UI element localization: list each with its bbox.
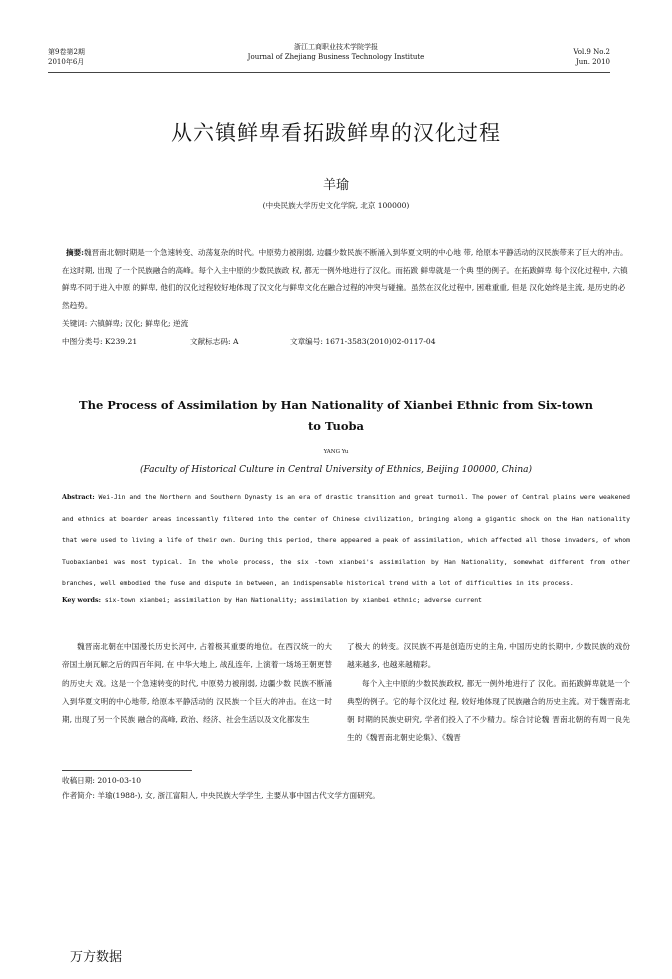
affiliation-cn: (中央民族大学历史文化学院, 北京 100000) xyxy=(262,201,410,210)
header-date: 2010年6月 xyxy=(48,58,85,66)
author-bio: 作者简介: 羊瑜(1988-), 女, 浙江富阳人, 中央民族大学学生, 主要从事中国古代文学方面研究。 xyxy=(62,791,380,800)
body-paragraph-1: 了极大 的转变。汉民族不再是创造历史的主角, 中国历史的长期中, 少数民族的戏份越来越多, 也越来越精彩。 xyxy=(347,642,630,670)
body-column-right xyxy=(347,638,630,748)
header-journal-cn: 浙江工商职业技术学院学报 xyxy=(294,43,378,51)
header-date-en: Jun. 2010 xyxy=(575,58,610,66)
abstract-label-cn: 摘要: xyxy=(66,248,84,257)
header-journal xyxy=(200,42,472,62)
body-column-left: 魏晋南北朝在中国漫长历史长河中, 占着极其重要的地位。在西汉统一的大帝国土崩瓦解之后的四百年间, 在 中华大地上, 战乱连年, 上演着一场场王朝更替的历史大 戏。这是一个急速转变的时代, 中原势力被削弱, 边疆少数 民族不断涌入到华夏文明的中心地带, 给原本平静活动的 汉民族一个巨大的冲击。在这一时期, 出现了另一个民族 融合的高峰, 政治、经济、社会生活以及文化都发生 xyxy=(62,642,332,725)
header-rule xyxy=(48,72,610,73)
document-code: 文献标志码: A xyxy=(190,337,239,346)
keywords-cn: 关键词: 六镇鲜卑; 汉化; 鲜卑化; 逆流 xyxy=(62,319,189,328)
abstract-cn xyxy=(62,244,630,314)
header-issue xyxy=(48,47,85,67)
abstract-text-cn: 魏晋南北朝时期是一个急速转变、动荡复杂的时代。中原势力被削弱, 边疆少数民族不断涌入到华夏文明的中心地 带, 给原本平静活动的汉民族带来了巨大的冲击。在这时期, 出现 了一个民族融合的高峰。每个入主中原的少数民族政 权, 都无一例外地进行了汉化。而拓跋 鲜卑就是一个典 型的例子。在拓跋鲜卑 每个汉化过程中, 六镇鲜卑不同于进入中原 的鲜卑, 他们的汉化过程较好地体现了汉文化与鲜卑文化在融合过程的冲突与碰撞。虽然在汉化过程中, 困难重重, 但是 汉化始终是主流, 是历史的必然趋势。 xyxy=(62,248,628,310)
clc-number: 中图分类号: K239.21 xyxy=(62,337,138,346)
keywords-text-en: six-town xianbei; assimilation by Han Nationality; assimilation by xianbei ethnic; adverse current xyxy=(100,596,482,604)
header-volume-en: Vol.9 No.2 xyxy=(573,48,610,56)
body-paragraph-2: 每个入主中原的少数民族政权, 都无一例外地进行了 汉化。而拓跋鲜卑就是一个典型的例子。它的每个汉化过 程, 较好地体现了民族融合的历史主流。对于魏晋南北朝 时期的民族史研究, 学者们投入了不少精力。综合讨论魏 晋南北朝的有周一良先生的《魏晋南北朝史论集》、《魏晋 xyxy=(347,678,630,743)
keywords-en xyxy=(62,596,482,604)
received-date: 收稿日期: 2010-03-10 xyxy=(62,776,142,785)
author-en: YANG Yu xyxy=(323,449,349,455)
header-journal-en: Journal of Zhejiang Business Technology Institute xyxy=(247,53,425,61)
author-cn: 羊瑜 xyxy=(322,178,349,193)
keywords-label-en: Key words: xyxy=(62,596,101,604)
footnote-rule xyxy=(62,770,192,771)
paper-title-en-line2: to Tuoba xyxy=(307,419,364,433)
abstract-label-en: Abstract: xyxy=(62,493,95,501)
header-volume: 第9卷第2期 xyxy=(48,48,85,56)
watermark: 万方数据 xyxy=(70,950,123,965)
abstract-en xyxy=(62,487,630,595)
paper-title-cn: 从六镇鲜卑看拓跋鲜卑的汉化过程 xyxy=(171,121,501,145)
abstract-text-en: Wei-Jin and the Northern and Southern Dynasty is an era of drastic transition and great turmoil. The power of Central plains were weakened and ethnics at boarder areas incessantly filtered into the center of Chinese civilization, bringing along a gigantic shock on the Han nationality that were used to living a life of their own. During this period, there appeared a peak of assimilation, which affected all those invaders, of whom Tuobaxianbei was most typical. In the whole process, the six -town xianbei's assimilation by Han Nationality, somewhat different from other branches, well embodied the fuse and dispute in between, an indispensable historical trend with a lot of difficulties in its process. xyxy=(62,493,630,588)
paper-title-en-line1: The Process of Assimilation by Han Nationality of Xianbei Ethnic from Six-town xyxy=(79,398,593,412)
affiliation-en: (Faculty of Historical Culture in Central University of Ethnics, Beijing 100000, China) xyxy=(139,465,533,475)
article-id: 文章编号: 1671-3583(2010)02-0117-04 xyxy=(290,337,436,346)
paper-title-en xyxy=(40,395,632,437)
header-issue-en xyxy=(573,47,610,67)
